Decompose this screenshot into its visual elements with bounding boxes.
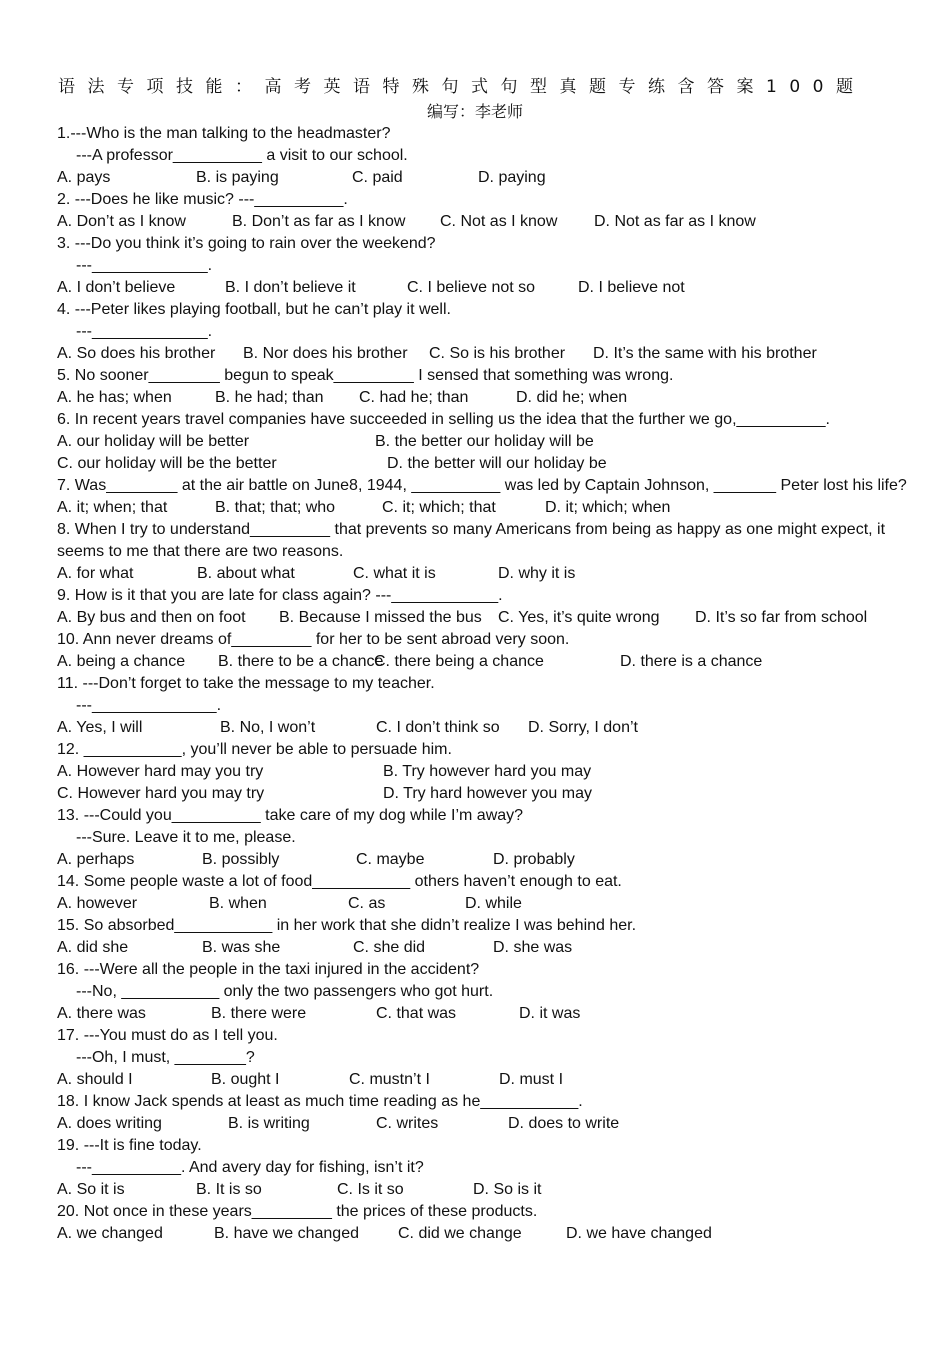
answer-option: B. Don’t as far as I know — [232, 213, 406, 230]
answer-option: C. there being a chance — [374, 653, 544, 670]
answer-option: B. have we changed — [214, 1225, 359, 1242]
answer-option: D. did he; when — [516, 389, 628, 406]
options-row — [57, 651, 922, 673]
options-row — [57, 1069, 922, 1091]
options-row — [57, 1003, 922, 1025]
answer-option: C. So is his brother — [429, 345, 566, 362]
answer-option: B. Because I missed the bus — [279, 609, 482, 626]
answer-option: D. I believe not — [578, 279, 685, 296]
answer-option: D. we have changed — [566, 1225, 712, 1242]
answer-option: B. was she — [202, 939, 281, 956]
answer-option: C. I believe not so — [407, 279, 536, 296]
question-reply: ---No, ___________ only the two passengers who got hurt. — [76, 983, 494, 1000]
answer-option: A. however — [57, 895, 138, 912]
answer-option: A. should I — [57, 1071, 133, 1088]
options-row — [57, 893, 922, 915]
answer-option: D. must I — [499, 1071, 564, 1088]
question-reply: ---Sure. Leave it to me, please. — [76, 829, 296, 846]
question-reply: ---_____________. — [76, 323, 213, 340]
answer-option: B. he had; than — [215, 389, 324, 406]
answer-option: A. he has; when — [57, 389, 172, 406]
document-author: 编写：李老师 — [426, 102, 523, 121]
options-row — [57, 607, 922, 629]
options-row — [57, 453, 922, 475]
answer-option: A. However hard may you try — [57, 763, 264, 780]
options-row — [57, 563, 922, 585]
question-reply: ---A professor__________ a visit to our school. — [76, 147, 408, 164]
answer-option: B. I don’t believe it — [225, 279, 356, 296]
answer-option: A. we changed — [57, 1225, 163, 1242]
options-row — [57, 717, 922, 739]
answer-option: C. she did — [353, 939, 426, 956]
answer-option: C. as — [348, 895, 386, 912]
answer-option: D. probably — [493, 851, 575, 868]
options-row — [57, 167, 922, 189]
options-row — [57, 783, 922, 805]
answer-option: C. had he; than — [359, 389, 469, 406]
answer-option: C. Yes, it’s quite wrong — [498, 609, 660, 626]
answer-option: D. why it is — [498, 565, 576, 582]
options-row — [57, 387, 922, 409]
question-stem: 9. How is it that you are late for class again? ---____________. — [57, 587, 503, 604]
answer-option: A. pays — [57, 169, 111, 186]
answer-option: A. Yes, I will — [57, 719, 143, 736]
answer-option: C. paid — [352, 169, 403, 186]
answer-option: D. she was — [493, 939, 573, 956]
question-reply: ---_____________. — [76, 257, 213, 274]
answer-option: A. there was — [57, 1005, 146, 1022]
options-row — [57, 1179, 922, 1201]
answer-option: A. does writing — [57, 1115, 162, 1132]
answer-option: B. is writing — [228, 1115, 310, 1132]
answer-option: D. It’s so far from school — [695, 609, 868, 626]
question-stem: 5. No sooner________ begun to speak_________ I sensed that something was wrong. — [57, 367, 674, 384]
answer-option: D. It’s the same with his brother — [593, 345, 817, 362]
options-row — [57, 497, 922, 519]
answer-option: D. Try hard however you may — [383, 785, 592, 802]
question-reply: ---Oh, I must, ________? — [76, 1049, 255, 1066]
answer-option: A. our holiday will be better — [57, 433, 250, 450]
answer-option: D. Sorry, I don’t — [528, 719, 638, 736]
answer-option: D. does to write — [508, 1115, 620, 1132]
question-stem: 2. ---Does he like music? ---__________. — [57, 191, 348, 208]
answer-option: C. mustn’t I — [349, 1071, 430, 1088]
question-list — [57, 123, 922, 1245]
answer-option: B. the better our holiday will be — [375, 433, 594, 450]
answer-option: C. Is it so — [337, 1181, 404, 1198]
answer-option: D. it; which; when — [545, 499, 671, 516]
answer-option: C. However hard you may try — [57, 785, 265, 802]
answer-option: A. By bus and then on foot — [57, 609, 246, 626]
answer-option: D. it was — [519, 1005, 581, 1022]
answer-option: A. So does his brother — [57, 345, 216, 362]
question-stem: 15. So absorbed___________ in her work that she didn’t realize I was behind her. — [57, 917, 637, 934]
answer-option: D. while — [465, 895, 522, 912]
answer-option: B. Try however hard you may — [383, 763, 592, 780]
answer-option: B. is paying — [196, 169, 279, 186]
answer-option: C. did we change — [398, 1225, 522, 1242]
options-row — [57, 849, 922, 871]
options-row — [57, 1113, 922, 1135]
question-stem: 3. ---Do you think it’s going to rain over the weekend? — [57, 235, 436, 252]
answer-option: A. Don’t as I know — [57, 213, 186, 230]
question-stem: 11. ---Don’t forget to take the message to my teacher. — [57, 675, 435, 692]
question-stem: 1.---Who is the man talking to the headmaster? — [57, 125, 391, 142]
question-stem: 19. ---It is fine today. — [57, 1137, 202, 1154]
question-stem: 6. In recent years travel companies have succeeded in selling us the idea that the further we go,__________. — [57, 411, 830, 428]
answer-option: A. for what — [57, 565, 134, 582]
answer-option: B. Nor does his brother — [243, 345, 408, 362]
options-row — [57, 431, 922, 453]
answer-option: C. maybe — [356, 851, 425, 868]
question-stem: 8. When I try to understand_________ that prevents so many Americans from being as happy as one might expect, it seems to me that there are two reasons. — [57, 521, 886, 560]
question-stem: 14. Some people waste a lot of food___________ others haven’t enough to eat. — [57, 873, 622, 890]
question-stem: 10. Ann never dreams of_________ for her to be sent abroad very soon. — [57, 631, 570, 648]
question-stem: 12. ___________, you’ll never be able to persuade him. — [57, 741, 452, 758]
answer-option: B. ought I — [211, 1071, 280, 1088]
options-row — [57, 937, 922, 959]
options-row — [57, 1223, 922, 1245]
answer-option: D. Not as far as I know — [594, 213, 756, 230]
question-stem: 17. ---You must do as I tell you. — [57, 1027, 278, 1044]
answer-option: C. what it is — [353, 565, 436, 582]
answer-option: B. that; that; who — [215, 499, 336, 516]
answer-option: B. when — [209, 895, 267, 912]
question-stem: 13. ---Could you__________ take care of my dog while I’m away? — [57, 807, 524, 824]
answer-option: B. about what — [197, 565, 295, 582]
answer-option: B. there were — [211, 1005, 307, 1022]
answer-option: C. our holiday will be the better — [57, 455, 277, 472]
answer-option: C. Not as I know — [440, 213, 558, 230]
options-row — [57, 277, 922, 299]
options-row — [57, 343, 922, 365]
answer-option: B. there to be a chance — [218, 653, 384, 670]
answer-option: C. writes — [376, 1115, 439, 1132]
question-reply: ---______________. — [76, 697, 222, 714]
answer-option: C. I don’t think so — [376, 719, 500, 736]
answer-option: A. I don’t believe — [57, 279, 176, 296]
question-stem: 4. ---Peter likes playing football, but he can’t play it well. — [57, 301, 451, 318]
question-stem: 18. I know Jack spends at least as much time reading as he___________. — [57, 1093, 583, 1110]
answer-option: A. So it is — [57, 1181, 125, 1198]
answer-option: B. It is so — [196, 1181, 262, 1198]
answer-option: D. the better will our holiday be — [387, 455, 607, 472]
question-stem: 20. Not once in these years_________ the prices of these products. — [57, 1203, 538, 1220]
document-title: 语法专项技能：高考英语特殊句式句型真题专练含答案100题 — [58, 77, 866, 97]
options-row — [57, 211, 922, 233]
answer-option: D. there is a chance — [620, 653, 763, 670]
answer-option: A. being a chance — [57, 653, 186, 670]
answer-option: A. it; when; that — [57, 499, 168, 516]
answer-option: C. that was — [376, 1005, 457, 1022]
answer-option: D. So is it — [473, 1181, 542, 1198]
answer-option: D. paying — [478, 169, 546, 186]
options-row — [57, 761, 922, 783]
answer-option: A. did she — [57, 939, 129, 956]
question-stem: 7. Was________ at the air battle on June8, 1944, __________ was led by Captain Johnson, _______ Peter lost his life? — [57, 477, 907, 494]
question-stem: 16. ---Were all the people in the taxi injured in the accident? — [57, 961, 480, 978]
answer-option: A. perhaps — [57, 851, 135, 868]
question-reply: ---__________. And avery day for fishing, isn’t it? — [76, 1159, 424, 1176]
answer-option: B. possibly — [202, 851, 280, 868]
answer-option: B. No, I won’t — [220, 719, 316, 736]
answer-option: C. it; which; that — [382, 499, 496, 516]
